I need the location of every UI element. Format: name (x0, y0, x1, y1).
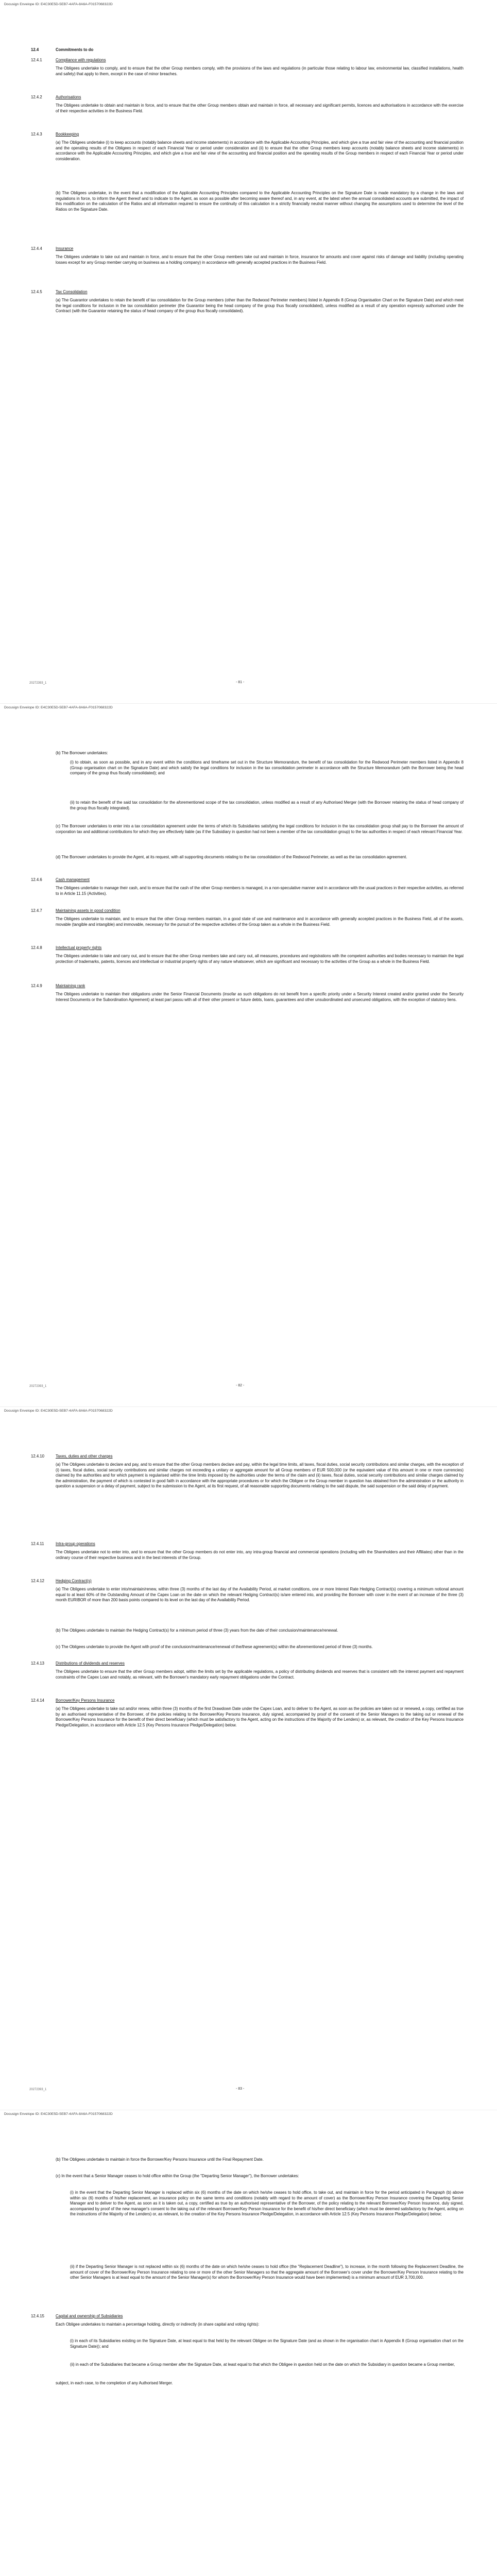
clause-12-4-4: 12.4.4 Insurance (31, 246, 74, 251)
envelope-id: Docusign Envelope ID: E4C30E5D-5EB7-4AFA-8A6A-F0157068322D (4, 706, 113, 709)
clause-12-4-2-text: The Obligees undertake to obtain and maintain in force, and to ensure that the other Group members obtain and maintain in force, all necessary and significant permits, licences and authorisations in accordance with the exercise of their respective activities in the Business Field. (56, 103, 464, 113)
clause-12-4-14: 12.4.14 Borrower/Key Persons Insurance (31, 1698, 115, 1703)
page-82 (0, 703, 497, 1406)
clause-12-4-12-b: (b) The Obligees undertake to maintain the Hedging Contract(s) for a minimum period of three (3) years from the date of their conclusion/maintenance/renewal. (56, 1628, 338, 1633)
clause-12-4-15-text: Each Obligee undertakes to maintain a percentage holding, directly or indirectly (in share capital and voting rights): (56, 2322, 260, 2327)
clause-12-4-3: 12.4.3 Bookkeeping (31, 132, 79, 137)
clause-12-4-5-a: (a) The Guarantor undertakes to retain the benefit of tax consolidation for the Group members (other than the Redwood Perimeter members) listed in Appendix 8 (Group Organisation Chart on the Signature Date) and which meet the legal conditions for inclusion in the tax consolidation perimeter (the Guarantor being the head company of the group thus fiscally consolidated), unless modified as a result of any operation expressly authorised under the Contract (with the Guarantor retaining the status of head company of the group thus fiscally consolidated). (56, 298, 464, 314)
page-number: - 82 - (236, 1384, 245, 1387)
footer-ref: 20272393_1 (29, 2088, 47, 2091)
clause-c-i: (i) in the event that the Departing Senior Manager is replaced within six (6) months of the date on which he/she ceases to hold office, to take out, and maintain in force for the period anticipated in Paragraph (b) above within six (6) months of his/her replacement, an insurance policy on the same terms and conditions (notably with regard to the amount of cover) as the Borrower/Key Person Insurance covering the Departing Senior Manager and to deliver to the Agent, as soon as it is taken out, a copy, certified as true by an authorised representative of the Borrower, of the policy relating to the relevant Borrower/Key Person Insurance, duly signed, accompanied by proof of the new manager's consent to the taking out of the relevant Borrower/Key Person Insurance for the benefit of his/her direct beneficiary (which must be deemed satisfactory by the Agent, acting on the instructions of the Majority of the Lenders) or, as relevant, to the creation of the Key Persons Insurance Pledge/Delegation, in accordance with Article 12.5 (Key Persons Insurance Pledge/Delegation) below; (70, 2190, 464, 2217)
clause-12-4-3-a: (a) The Obligees undertake (i) to keep accounts (notably balance sheets and income statements) in accordance with the Applicable Accounting Principles, and which give a true and fair view of the accounting and financial position and the operating results of the Obligees in respect of each Financial Year or period under consideration and (ii) to ensure that the other Group members keep accounts (notably balance sheets and income statements) in accordance with the Applicable Accounting Principles, and which give a true and fair view of the accounting and financial position and the operating results of the Group members in respect of each Financial Year or period under consideration. (56, 140, 464, 161)
clause-b: (b) The Obligees undertake to maintain in force the Borrower/Key Persons Insurance until the Final Repayment Date. (56, 2157, 264, 2162)
clause-12-4-6-text: The Obligees undertake to manage their cash, and to ensure that the cash of the other Group members is managed, in a non-speculative manner and in accordance with the usual practices in their respective activities, as referred to in Article 11.15 (Activities). (56, 886, 464, 896)
clause-12-4-14-a: (a) The Obligees undertake to take out and/or renew, within three (3) months of the first Drawdown Date under the Capex Loan, and to deliver to the Agent, as soon as the policies are taken out or renewed, a copy, certified as true by an authorised representative of the Borrower, of the policies relating to the Borrower/Key Persons Insurance, duly signed, accompanied by proof of the consent of the Senior Managers to the taking out or renewal of the Borrower/Key Persons Insurance for the benefit of their direct beneficiary (which must be satisfactory to the Agent, acting on the instructions of the Majority of the Lenders) or, as relevant, the creation of the Key Persons Insurance Pledge/Delegation, in accordance with Article 12.5 (Key Persons Insurance Pledge/Delegation) below. (56, 1706, 464, 1727)
clause-12-4-6: 12.4.6 Cash management (31, 877, 90, 882)
clause-12-4-7: 12.4.7 Maintaining assets in good condition (31, 908, 121, 913)
clause-12-4-12-c: (c) The Obligees undertake to provide the Agent with proof of the conclusion/maintenance/renewal of the/these agreement(s) within the aforementioned period of three (3) months. (56, 1645, 373, 1649)
clause-b-ii: (ii) to retain the benefit of the said tax consolidation for the aforementioned scope of the tax consolidation, unless modified as a result of any Authorised Merger (with the Borrower retaining the status of head company of the group thus fiscally integrated). (70, 800, 464, 810)
clause-12-4-10: 12.4.10 Taxes, duties and other charges (31, 1454, 113, 1459)
envelope-id: Docusign Envelope ID: E4C30E5D-5EB7-4AFA-8A6A-F0157068322D (4, 3, 113, 6)
footer-ref: 20272393_1 (29, 1385, 47, 1388)
clause-12-4-1-text: The Obligees undertake to comply, and to ensure that the other Group members comply, with the provisions of the laws and regulations (in particular those relating to labour law, environmental law, classified installations, health and safety) that apply to them, except in the case of minor breaches. (56, 66, 464, 76)
clause-b-i: (i) to obtain, as soon as possible, and in any event within the conditions and timeframe set out in the Structure Memorandum, the benefit of tax consolidation for the Redwood Perimeter members listed in Appendix 8 (Group organisation chart on the Signature Date) and which satisfy the legal conditions for inclusion in the tax consolidation perimeter in accordance with the Structure Memorandum (with the Borrower being the head company of the group thus fiscally consolidated); and (70, 760, 464, 776)
page-number: - 81 - (236, 681, 245, 684)
clause-12-4-1: 12.4.1 Compliance with regulations (31, 58, 106, 62)
clause-12-4-15-i: (i) in each of its Subsidiaries existing on the Signature Date, at least equal to that held by the relevant Obligee on the Signature Date (and as shown in the organisation chart in Appendix 8 (Group organisation chart on the Signature Date)); and (70, 2338, 464, 2349)
clause-12-4-2: 12.4.2 Authorisations (31, 95, 81, 99)
clause-b: (b) The Borrower undertakes: (56, 751, 108, 755)
clause-12-4-9-text: The Obligees undertake to maintain their obligations under the Senior Financial Documents (insofar as such obligations do not benefit from a specific priority under a Security Interest created and/or granted under the Security Interest Documents or the Subordination Agreement) at least pari passu with all of their other present or future debts, loans, guarantees and other unsubordinated and unsecured obligations, with the exception of statutory liens. (56, 992, 464, 1002)
clause-12-4-12-a: (a) The Obligees undertake to enter into/maintain/renew, within three (3) months of the last day of the Availability Period, at market conditions, one or more Interest Rate Hedging Contract(s) covering a minimum notional amount equal to at least 60% of the Outstanding Amount of the Capex Loan on the date on which the relevant Hedging Contract(s) is/are entered into, and providing the Borrower with cover in the event of an increase of the three (3) month EURIBOR of more than 200 basis points compared to its level on the last day of the Availability Period. (56, 1587, 464, 1603)
clause-12-4-7-text: The Obligees undertake to maintain, and to ensure that the other Group members maintain, in a good state of use and maintenance and in accordance with generally accepted practices in the Business Field, all of the assets, movable (tangible and intangible) and immovable, necessary for the pursuit of the respective activities of the Group taken as a whole in the Business Field. (56, 917, 464, 927)
envelope-id: Docusign Envelope ID: E4C30E5D-5EB7-4AFA-8A6A-F0157068322D (4, 1409, 113, 1413)
clause-12-4-12: 12.4.12 Hedging Contract(s) (31, 1579, 92, 1583)
clause-12-4-5: 12.4.5 Tax Consolidation (31, 290, 88, 294)
clause-12-4-4-text: The Obligees undertake to take out and maintain in force, and to ensure that the other Group members take out and maintain in force, insurance for amounts and cover against risks of damage and liability (including operating losses except for any Group member carrying on business as a holding company) in accordance with generally accepted practices in the Business Field. (56, 255, 464, 265)
envelope-id: Docusign Envelope ID: E4C30E5D-5EB7-4AFA-8A6A-F0157068322D (4, 2112, 113, 2116)
clause-c-ii: (ii) if the Departing Senior Manager is not replaced within six (6) months of the date on which he/she ceases to hold office (the "Replacement Deadline"), to increase, in the month following the Replacement Deadline, the amount of cover of the Borrower/Key Person Insurance relating to one or more of the other Senior Managers so that the aggregate amount of the Borrower's cover under the Borrower/Key Person Insurance relating to the other Senior Managers is at least equal to the amount of the Senior Manager(s) for whom the Borrower/Key Person Insurance would have been implemented) is a minimum amount of EUR 3,700,000. (70, 2264, 464, 2280)
clause-12-4-8-text: The Obligees undertake to take and carry out, and to ensure that the other Group members take and carry out, all measures, procedures and registrations with the competent authorities and bodies necessary to maintain the legal protection of trademarks, patents, licences and intellectual or industrial property rights of any nature whatsoever, which are significant and necessary to the activities of the Group as a whole in the Business Field. (56, 954, 464, 964)
clause-12-4-8: 12.4.8 Intellectual property rights (31, 945, 102, 950)
page-81 (0, 0, 497, 703)
clause-12-4-15-ii: (ii) in each of the Subsidiaries that became a Group member after the Signature Date, at least equal to that which the Obligee in question held on the date on which the Subsidiary in question became a Group member, (70, 2362, 455, 2367)
clause-12-4-3-b: (b) The Obligees undertake, in the event that a modification of the Applicable Accounting Principles compared to the Applicable Accounting Principles on the Signature Date is made mandatory by a change in the laws and regulations in force, to inform the Agent thereof and to indicate to the Agent, as soon as possible after becoming aware thereof and, in any event, at the latest when the annual consolidated accounts are submitted, the impact of this modification on the calculation of the Ratios and all information required to ensure the continuity of this calculation in a strictly financially neutral manner without changing the assumptions used to determine the level of the Ratios on the Signature Date. (56, 191, 464, 212)
clause-12-4-11-text: The Obligees undertake not to enter into, and to ensure that the other Group members do not enter into, any intra-group financial and commercial operations (including with the Shareholders and their Affiliates) other than in the ordinary course of their respective business and in the best interests of the Group. (56, 1550, 464, 1560)
clause-c: (c) In the event that a Senior Manager ceases to hold office within the Group (the "Departing Senior Manager"), the Borrower undertakes: (56, 2174, 299, 2178)
page-84 (0, 2110, 497, 2576)
clause-12-4-15: 12.4.15 Capital and ownership of Subsidiaries (31, 2314, 123, 2318)
clause-12-4-15-closing: subject, in each case, to the completion of any Authorised Merger. (56, 2381, 173, 2385)
section-12-4: 12.4 Commitments to do (31, 47, 94, 52)
page-number: - 83 - (236, 2087, 245, 2091)
clause-12-4-11: 12.4.11 Intra-group operations (31, 1541, 95, 1546)
clause-c: (c) The Borrower undertakes to enter into a tax consolidation agreement under the terms of which its Subsidiaries satisfying the legal conditions for inclusion in the tax consolidation group shall pay to the Borrower the amount of corporation tax and additional contributions for which they are effectively liable (as if the Subsidiary in question had not been a member of the tax consolidation group) to the tax authorities in respect of each relevant Financial Year. (56, 824, 464, 834)
page-83 (0, 1406, 497, 2110)
clause-12-4-9: 12.4.9 Maintaining rank (31, 984, 85, 988)
footer-ref: 20272393_1 (29, 682, 47, 685)
clause-d: (d) The Borrower undertakes to provide the Agent, at its request, with all supporting documents relating to the tax consolidation of the Redwood Perimeter, as well as the tax consolidation agreement. (56, 855, 407, 859)
clause-12-4-13-text: The Obligees undertake to ensure that the other Group members adopt, within the limits set by the applicable regulations, a policy of distributing dividends and reserves that is consistent with the interest payment and repayment constraints of the Capex Loan and notably, as relevant, with the Borrower's mandatory early repayment obligations under the Contract. (56, 1669, 464, 1680)
clause-12-4-13: 12.4.13 Distributions of dividends and reserves (31, 1661, 125, 1666)
clause-12-4-10-a: (a) The Obligees undertake to declare and pay, and to ensure that the other Group members declare and pay, within the legal time limits, all taxes, fiscal duties, social security contributions and similar charges, with the exception of (i) taxes, fiscal duties, social security contributions and similar charges not exceeding a unitary or aggregate amount for all Group members of EUR 500,000 (or the equivalent value of this amount in one or more currencies) claimed by the authorities and for which payment is regularised within the time limits imposed by the authorities under the terms of the claim and (ii) taxes, fiscal duties, social security contributions and similar charges claimed by the administration, the payment of which is contested in good faith in accordance with the appropriate procedures or for which the Obligee or the Group member in question has obtained from the administration or the authority in question a suspension or a delay of payment, subject to the submission to the Agent, at its first request, of all reasonable supporting documents relating to the said dispute, the said suspension or the said delay of payment. (56, 1462, 464, 1489)
